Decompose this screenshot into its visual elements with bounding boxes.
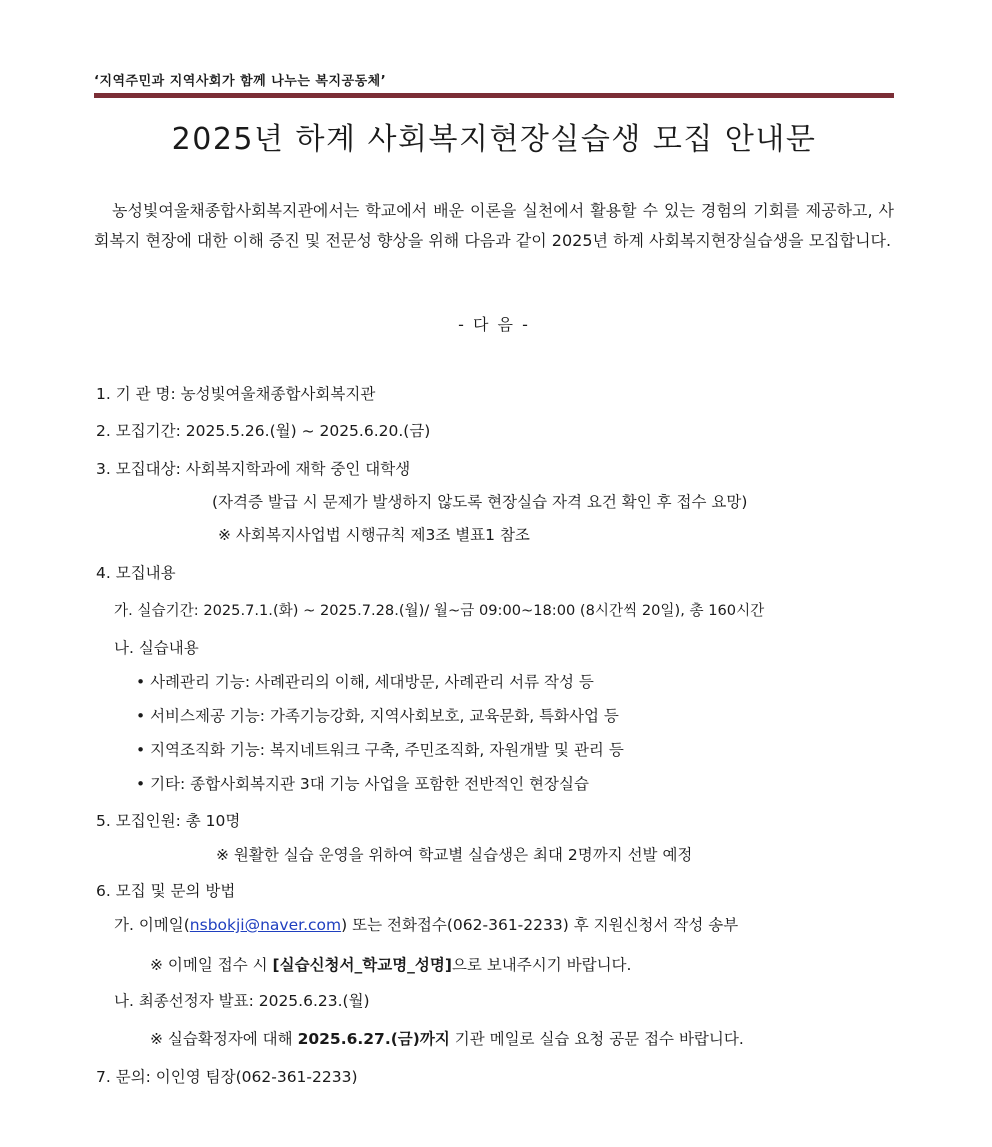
- item-method-email: [114, 913, 738, 935]
- method-email-suffix: ) 또는 전화접수(062-361-2233) 후 지원신청서 작성 송부: [341, 916, 739, 934]
- email-note-suffix: 으로 보내주시기 바랍니다.: [451, 956, 632, 974]
- item-method-email-note: [150, 953, 631, 975]
- section-heading: - 다 음 -: [458, 315, 530, 334]
- announce-note-deadline: 2025.6.27.(금)까지: [297, 1030, 450, 1048]
- item-target: 3. 모집대상: 사회복지학과에 재학 중인 대학생: [96, 460, 411, 478]
- item-headcount-note: ※ 원활한 실습 운영을 위하여 학교별 실습생은 최대 2명까지 선발 예정: [216, 846, 693, 864]
- item-training-content: 나. 실습내용: [114, 639, 199, 657]
- item-period: 2. 모집기간: 2025.5.26.(월) ~ 2025.6.20.(금): [96, 422, 431, 440]
- intro-paragraph: 농성빛여울채종합사회복지관에서는 학교에서 배운 이론을 실천에서 활용할 수 있는 경험의 기회를 제공하고, 사회복지 현장에 대한 이해 증진 및 전문성 향상을 위해 다음과 같이 2025년 하계 사회복지현장실습생을 모집합니다.: [94, 201, 894, 250]
- item-contact: 7. 문의: 이인영 팀장(062-361-2233): [96, 1068, 358, 1086]
- item-target-note: (자격증 발급 시 문제가 발생하지 않도록 현장실습 자격 요건 확인 후 접수 요망): [212, 493, 748, 511]
- bullet-etc: • 기타: 종합사회복지관 3대 기능 사업을 포함한 전반적인 현장실습: [136, 775, 589, 793]
- item-method: 6. 모집 및 문의 방법: [96, 882, 236, 900]
- page-title: 2025년 하계 사회복지현장실습생 모집 안내문: [171, 122, 817, 157]
- item-headcount: 5. 모집인원: 총 10명: [96, 812, 241, 830]
- announce-note-prefix: ※ 실습확정자에 대해: [150, 1030, 298, 1048]
- email-link[interactable]: nsbokji@naver.com: [189, 916, 342, 934]
- item-announcement-note: [150, 1027, 744, 1049]
- email-note-format: [실습신청서_학교명_성명]: [272, 956, 452, 974]
- bullet-service: • 서비스제공 기능: 가족기능강화, 지역사회보호, 교육문화, 특화사업 등: [136, 707, 619, 725]
- bullet-case-management: • 사례관리 기능: 사례관리의 이해, 세대방문, 사례관리 서류 작성 등: [136, 673, 594, 691]
- method-email-prefix: 가. 이메일(: [114, 916, 190, 934]
- item-training-period: 가. 실습기간: 2025.7.1.(화) ~ 2025.7.28.(월)/ 월~금 09:00~18:00 (8시간씩 20일), 총 160시간: [114, 602, 765, 619]
- item-institution: 1. 기 관 명: 농성빛여울채종합사회복지관: [96, 385, 376, 403]
- item-target-reference: ※ 사회복지사업법 시행규칙 제3조 별표1 참조: [218, 526, 530, 544]
- item-announcement: 나. 최종선정자 발표: 2025.6.23.(월): [114, 992, 370, 1010]
- email-note-prefix: ※ 이메일 접수 시: [150, 956, 273, 974]
- announce-note-suffix: 기관 메일로 실습 요청 공문 접수 바랍니다.: [449, 1030, 744, 1048]
- header-tagline: ‘지역주민과 지역사회가 함께 나누는 복지공동체’: [94, 74, 387, 89]
- item-content: 4. 모집내용: [96, 564, 176, 582]
- header-rule: [94, 93, 894, 98]
- bullet-community: • 지역조직화 기능: 복지네트워크 구축, 주민조직화, 자원개발 및 관리 등: [136, 741, 624, 759]
